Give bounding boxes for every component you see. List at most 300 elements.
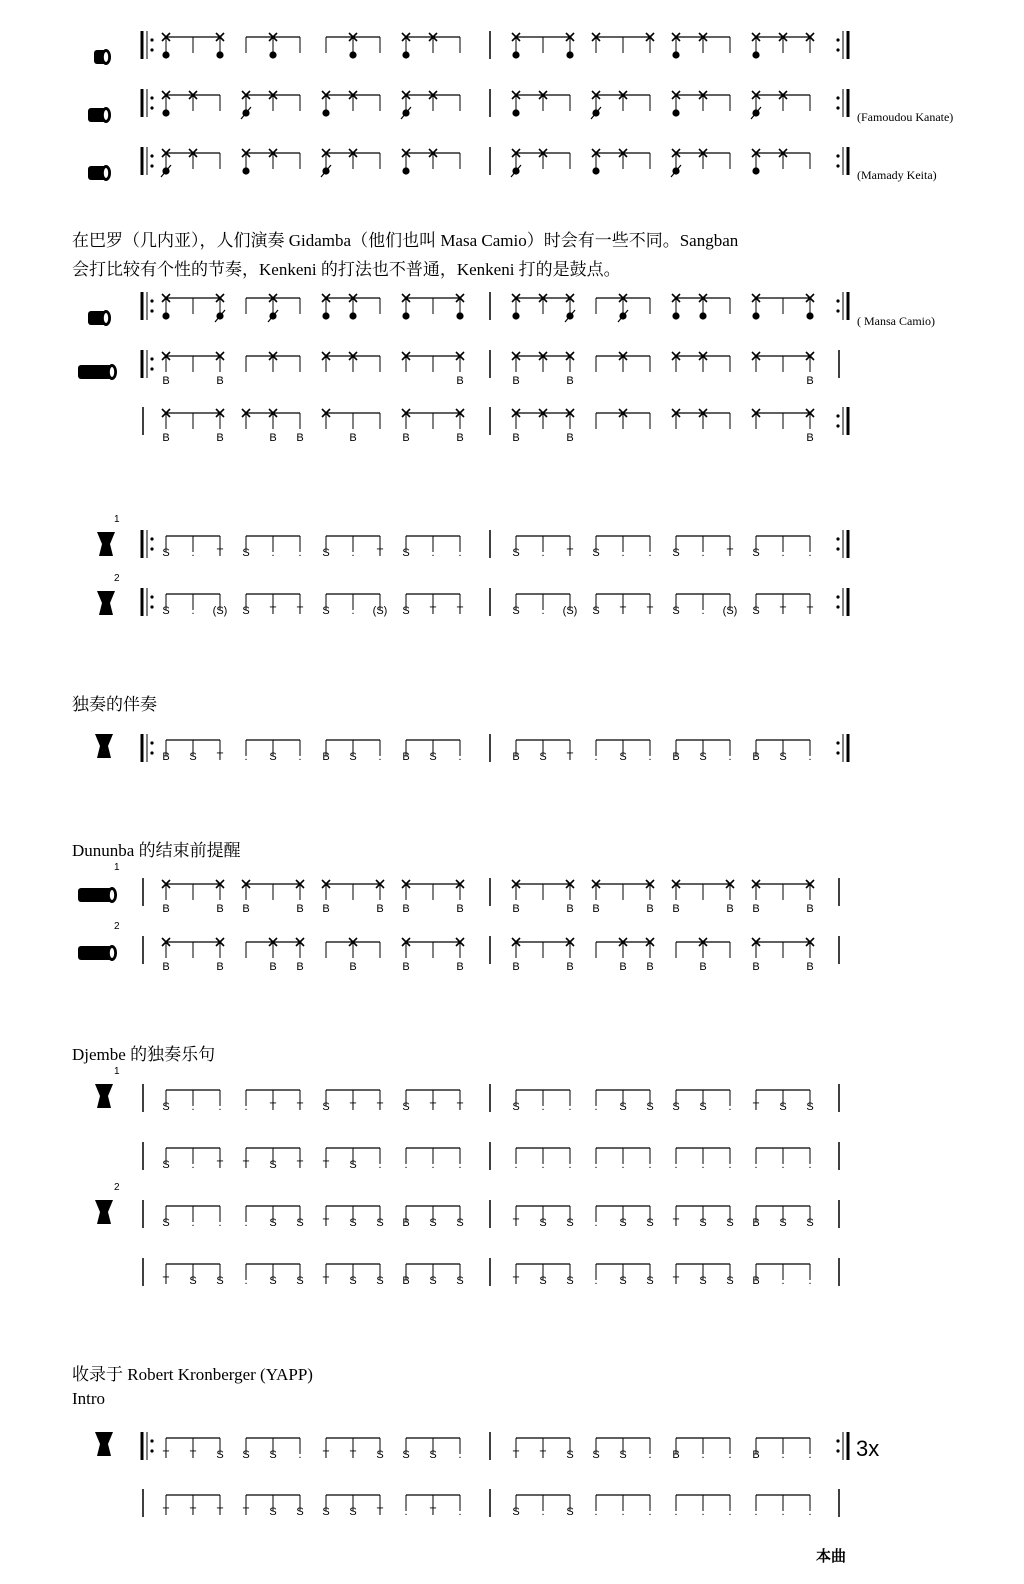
stroke-label: B (162, 375, 170, 387)
repeat-dot (836, 424, 839, 427)
part-number: 1 (114, 1066, 120, 1077)
stroke-label: . (648, 751, 652, 763)
stroke-label: S (242, 1449, 250, 1461)
stroke-label: T (269, 605, 277, 617)
stroke-label: . (431, 547, 435, 559)
stroke-label: . (728, 1159, 732, 1171)
stroke-label: B (752, 1217, 760, 1229)
stroke-label: T (242, 1159, 250, 1171)
stroke-label: B (162, 961, 170, 973)
stroke-label: S (592, 547, 600, 559)
repeat-dot (836, 164, 839, 167)
stroke-label: T (296, 605, 304, 617)
stroke-label: S (566, 1217, 574, 1229)
repeat-dot (150, 357, 153, 360)
stroke-label: S (216, 1449, 224, 1461)
stroke-label: S (806, 1101, 814, 1113)
stroke-label: S (512, 1101, 520, 1113)
stroke-label: S (349, 1217, 357, 1229)
repeat-dot (150, 154, 153, 157)
stroke-label: T (242, 1506, 250, 1518)
stroke-label: B (216, 432, 224, 444)
dununba-icon (78, 365, 112, 379)
stroke-label: B (512, 432, 520, 444)
stroke-label: S (672, 1101, 680, 1113)
stroke-label: . (351, 547, 355, 559)
stroke-label: T (512, 1275, 520, 1287)
stroke-label: T (189, 1506, 197, 1518)
note-dot (752, 167, 759, 174)
stroke-label: . (298, 547, 302, 559)
stroke-label: . (648, 1159, 652, 1171)
stroke-label: B (349, 961, 357, 973)
stroke-label: . (191, 1101, 195, 1113)
stroke-label: T (216, 1506, 224, 1518)
stroke-label: S (162, 1217, 170, 1229)
note-dot (242, 167, 249, 174)
djembe-icon (95, 734, 113, 758)
stroke-label: S (296, 1275, 304, 1287)
repeat-dot (150, 1449, 153, 1452)
note-dot (512, 312, 519, 319)
stroke-label: . (594, 1101, 598, 1113)
note-dot (322, 109, 329, 116)
stroke-label: S (752, 605, 760, 617)
repeat-dot (150, 309, 153, 312)
stroke-label: T (216, 1159, 224, 1171)
note-dot (752, 312, 759, 319)
stroke-label: (S) (372, 605, 388, 617)
stroke-label: B (566, 375, 574, 387)
stroke-label: B (566, 903, 574, 915)
stroke-label: S (429, 1217, 437, 1229)
note-dot (592, 167, 599, 174)
stroke-label: S (269, 1159, 277, 1171)
note-dot (512, 109, 519, 116)
repeat-dot (150, 751, 153, 754)
djembe-icon (95, 1432, 113, 1456)
stroke-label: . (458, 751, 462, 763)
note-dot (402, 312, 409, 319)
stroke-label: . (244, 1217, 248, 1229)
stroke-label: . (458, 1449, 462, 1461)
stroke-label: T (672, 1217, 680, 1229)
note-dot (566, 51, 573, 58)
note-dot (672, 312, 679, 319)
paragraph-line-1: 在巴罗（几内亚），人们演奏 Gidamba（他们也叫 Masa Camio）时会有一些不同。Sangban (72, 231, 739, 250)
stroke-label: B (592, 903, 600, 915)
stroke-label: B (322, 751, 330, 763)
stroke-label: S (566, 1275, 574, 1287)
stroke-label: B (752, 751, 760, 763)
stroke-label: S (376, 1217, 384, 1229)
stroke-label: . (191, 1159, 195, 1171)
stroke-label: T (512, 1217, 520, 1229)
stroke-label: S (322, 605, 330, 617)
stroke-label: B (162, 432, 170, 444)
stroke-label: T (349, 1101, 357, 1113)
note-dot (322, 312, 329, 319)
stroke-label: B (566, 432, 574, 444)
stroke-label: S (242, 547, 250, 559)
djembe-icon (97, 532, 115, 556)
stroke-label: T (376, 1101, 384, 1113)
stroke-label: S (269, 751, 277, 763)
stroke-label: . (541, 1506, 545, 1518)
stroke-label: . (244, 1275, 248, 1287)
stroke-label: . (781, 1275, 785, 1287)
section-title-dununba-ending: Dununba 的结束前提醒 (72, 841, 241, 860)
stroke-label: S (376, 1449, 384, 1461)
stroke-label: S (672, 605, 680, 617)
stroke-label: T (296, 1101, 304, 1113)
stroke-label: T (269, 1101, 277, 1113)
note-dot (162, 312, 169, 319)
stroke-label: B (646, 903, 654, 915)
stroke-label: T (672, 1275, 680, 1287)
stroke-label: B (806, 903, 814, 915)
stroke-label: S (456, 1275, 464, 1287)
stroke-label: S (646, 1101, 654, 1113)
repeat-dot (150, 605, 153, 608)
stroke-label: S (269, 1217, 277, 1229)
stroke-label: . (701, 1159, 705, 1171)
stroke-label: B (646, 961, 654, 973)
note-dot (269, 51, 276, 58)
stroke-label: S (646, 1275, 654, 1287)
note-dot (672, 51, 679, 58)
stroke-label: T (429, 1101, 437, 1113)
stroke-label: S (512, 605, 520, 617)
stroke-label: (S) (562, 605, 578, 617)
stroke-label: S (619, 1101, 627, 1113)
stroke-label: S (539, 1217, 547, 1229)
stroke-label: S (566, 1449, 574, 1461)
footer-label: 本曲 (816, 1547, 847, 1565)
dununba-icon-rim (110, 367, 114, 377)
kenkeni-icon-rim (104, 52, 108, 62)
stroke-label: T (429, 605, 437, 617)
stroke-label: . (378, 751, 382, 763)
stroke-label: T (456, 605, 464, 617)
stroke-label: B (512, 751, 520, 763)
stroke-label: S (162, 1159, 170, 1171)
stroke-label: . (244, 751, 248, 763)
repeat-dot (150, 547, 153, 550)
stroke-label: B (376, 903, 384, 915)
stroke-label: S (619, 1449, 627, 1461)
stroke-label: S (779, 1217, 787, 1229)
repeat-dot (150, 1439, 153, 1442)
stroke-label: S (349, 751, 357, 763)
stroke-label: S (402, 1101, 410, 1113)
stroke-label: T (429, 1506, 437, 1518)
stroke-label: B (752, 903, 760, 915)
stroke-label: . (458, 547, 462, 559)
stroke-label: S (376, 1275, 384, 1287)
stroke-label: S (779, 1101, 787, 1113)
sangban-icon-rim (104, 110, 108, 120)
stroke-label: B (806, 961, 814, 973)
stroke-label: B (752, 1449, 760, 1461)
stroke-label: . (351, 605, 355, 617)
repeat-dot (836, 38, 839, 41)
djembe-icon (97, 591, 115, 615)
stroke-label: S (619, 1275, 627, 1287)
note-dot (216, 51, 223, 58)
repeat-dot (150, 741, 153, 744)
repeat-count: 3x (856, 1436, 880, 1461)
stroke-label: T (322, 1275, 330, 1287)
stroke-label: S (402, 605, 410, 617)
note-dot (162, 51, 169, 58)
stroke-label: B (216, 903, 224, 915)
stroke-label: S (726, 1275, 734, 1287)
stroke-label: S (806, 1217, 814, 1229)
stroke-label: . (568, 1159, 572, 1171)
credit-mamady: (Mamady Keita) (857, 168, 937, 182)
stroke-label: S (699, 1101, 707, 1113)
stroke-label: . (648, 1506, 652, 1518)
stroke-label: T (726, 547, 734, 559)
repeat-dot (150, 595, 153, 598)
note-dot (512, 51, 519, 58)
stroke-label: . (514, 1159, 518, 1171)
part-number: 1 (114, 862, 120, 873)
stroke-label: T (162, 1449, 170, 1461)
stroke-label: B (269, 961, 277, 973)
stroke-label: . (648, 1449, 652, 1461)
stroke-label: T (162, 1506, 170, 1518)
repeat-dot (150, 367, 153, 370)
stroke-label: T (646, 605, 654, 617)
section-title-solo-accompaniment: 独奏的伴奏 (72, 695, 157, 714)
stroke-label: T (322, 1159, 330, 1171)
repeat-dot (150, 299, 153, 302)
stroke-label: T (752, 1101, 760, 1113)
dununba-icon (78, 888, 112, 902)
stroke-label: T (162, 1275, 170, 1287)
stroke-label: S (592, 605, 600, 617)
repeat-dot (836, 537, 839, 540)
stroke-label: B (699, 961, 707, 973)
stroke-label: . (191, 547, 195, 559)
sangban-icon-rim (104, 168, 108, 178)
part-number: 2 (114, 573, 120, 584)
stroke-label: S (269, 1449, 277, 1461)
stroke-label: . (594, 1275, 598, 1287)
stroke-label: B (296, 903, 304, 915)
stroke-label: T (322, 1449, 330, 1461)
stroke-label: B (162, 903, 170, 915)
stroke-label: . (701, 547, 705, 559)
stroke-label: T (456, 1101, 464, 1113)
stroke-label: . (458, 1159, 462, 1171)
section-title-djembe-solo: Djembe 的独奏乐句 (72, 1045, 216, 1064)
stroke-label: S (322, 1101, 330, 1113)
stroke-label: . (808, 751, 812, 763)
stroke-label: . (781, 1159, 785, 1171)
repeat-dot (836, 605, 839, 608)
stroke-label: B (752, 1275, 760, 1287)
stroke-label: S (296, 1217, 304, 1229)
credit-mansa: ( Mansa Camio) (857, 314, 935, 328)
stroke-label: B (402, 1217, 410, 1229)
stroke-label: . (701, 1506, 705, 1518)
stroke-label: B (672, 903, 680, 915)
stroke-label: B (806, 375, 814, 387)
stroke-label: . (431, 1159, 435, 1171)
note-dot (402, 51, 409, 58)
stroke-label: . (271, 547, 275, 559)
stroke-label: B (242, 903, 250, 915)
stroke-label: T (376, 1506, 384, 1518)
stroke-label: S (539, 1275, 547, 1287)
repeat-dot (836, 309, 839, 312)
stroke-label: . (728, 1449, 732, 1461)
stroke-label: . (218, 1217, 222, 1229)
repeat-dot (836, 595, 839, 598)
part-number: 1 (114, 514, 120, 525)
stroke-label: B (216, 375, 224, 387)
stroke-label: T (349, 1449, 357, 1461)
stroke-label: . (808, 1506, 812, 1518)
stroke-label: . (621, 547, 625, 559)
note-dot (752, 51, 759, 58)
stroke-label: S (189, 751, 197, 763)
stroke-label: . (808, 547, 812, 559)
stroke-label: S (349, 1159, 357, 1171)
repeat-dot (150, 164, 153, 167)
repeat-dot (836, 48, 839, 51)
stroke-label: S (726, 1217, 734, 1229)
stroke-label: S (162, 605, 170, 617)
stroke-label: . (674, 1159, 678, 1171)
stroke-label: . (404, 1159, 408, 1171)
stroke-label: B (456, 903, 464, 915)
stroke-label: . (218, 1101, 222, 1113)
dununba-icon-rim (110, 890, 114, 900)
stroke-label: S (619, 751, 627, 763)
stroke-label: T (779, 605, 787, 617)
repeat-dot (836, 154, 839, 157)
dununba-icon-rim (110, 948, 114, 958)
stroke-label: . (621, 1506, 625, 1518)
stroke-label: . (594, 751, 598, 763)
stroke-label: T (322, 1217, 330, 1229)
stroke-label: S (269, 1275, 277, 1287)
repeat-dot (150, 38, 153, 41)
stroke-label: S (779, 751, 787, 763)
stroke-label: S (456, 1217, 464, 1229)
stroke-label: . (781, 1506, 785, 1518)
stroke-label: S (349, 1275, 357, 1287)
note-dot (349, 312, 356, 319)
stroke-label: B (566, 961, 574, 973)
stroke-label: B (402, 751, 410, 763)
sangban-icon-rim (104, 313, 108, 323)
stroke-label: T (512, 1449, 520, 1461)
stroke-label: S (699, 751, 707, 763)
stroke-label: B (402, 903, 410, 915)
note-dot (699, 312, 706, 319)
stroke-label: B (269, 432, 277, 444)
stroke-label: T (806, 605, 814, 617)
stroke-label: . (541, 1101, 545, 1113)
stroke-label: T (566, 751, 574, 763)
stroke-label: T (376, 547, 384, 559)
stroke-label: B (726, 903, 734, 915)
stroke-label: . (781, 1449, 785, 1461)
note-dot (672, 109, 679, 116)
stroke-label: B (512, 903, 520, 915)
stroke-label: S (242, 605, 250, 617)
stroke-label: S (512, 1506, 520, 1518)
stroke-label: S (672, 547, 680, 559)
djembe-icon (95, 1200, 113, 1224)
stroke-label: . (808, 1275, 812, 1287)
stroke-label: . (191, 1217, 195, 1229)
stroke-label: S (752, 547, 760, 559)
stroke-label: B (512, 961, 520, 973)
stroke-label: . (404, 1506, 408, 1518)
stroke-label: B (619, 961, 627, 973)
repeat-dot (150, 96, 153, 99)
stroke-label: B (456, 961, 464, 973)
stroke-label: S (429, 1275, 437, 1287)
stroke-label: . (781, 547, 785, 559)
repeat-dot (836, 1439, 839, 1442)
stroke-label: . (728, 1506, 732, 1518)
stroke-label: . (541, 1159, 545, 1171)
stroke-label: . (541, 547, 545, 559)
stroke-label: . (298, 1449, 302, 1461)
part-number: 2 (114, 1182, 120, 1193)
stroke-label: S (699, 1275, 707, 1287)
section-title-intro: Intro (72, 1389, 106, 1408)
stroke-label: . (594, 1159, 598, 1171)
stroke-label: T (216, 751, 224, 763)
stroke-label: B (512, 375, 520, 387)
stroke-label: T (189, 1449, 197, 1461)
stroke-label: S (162, 547, 170, 559)
stroke-label: . (674, 1506, 678, 1518)
stroke-label: . (808, 1449, 812, 1461)
repeat-dot (836, 1449, 839, 1452)
stroke-label: B (216, 961, 224, 973)
paragraph-line-2: 会打比较有个性的节奏，Kenkeni 的打法也不普通，Kenkeni 打的是鼓点。 (72, 260, 621, 279)
stroke-label: . (808, 1159, 812, 1171)
stroke-label: B (162, 751, 170, 763)
note-dot (349, 51, 356, 58)
stroke-label: . (728, 751, 732, 763)
stroke-label: . (568, 1101, 572, 1113)
repeat-dot (836, 96, 839, 99)
stroke-label: S (189, 1275, 197, 1287)
stroke-label: S (402, 547, 410, 559)
stroke-label: . (458, 1506, 462, 1518)
stroke-label: B (806, 432, 814, 444)
stroke-label: . (594, 1506, 598, 1518)
repeat-dot (150, 537, 153, 540)
stroke-label: S (699, 1217, 707, 1229)
stroke-label: . (541, 605, 545, 617)
stroke-label: S (322, 547, 330, 559)
stroke-label: S (429, 1449, 437, 1461)
stroke-label: S (269, 1506, 277, 1518)
repeat-dot (836, 106, 839, 109)
stroke-label: S (402, 1449, 410, 1461)
